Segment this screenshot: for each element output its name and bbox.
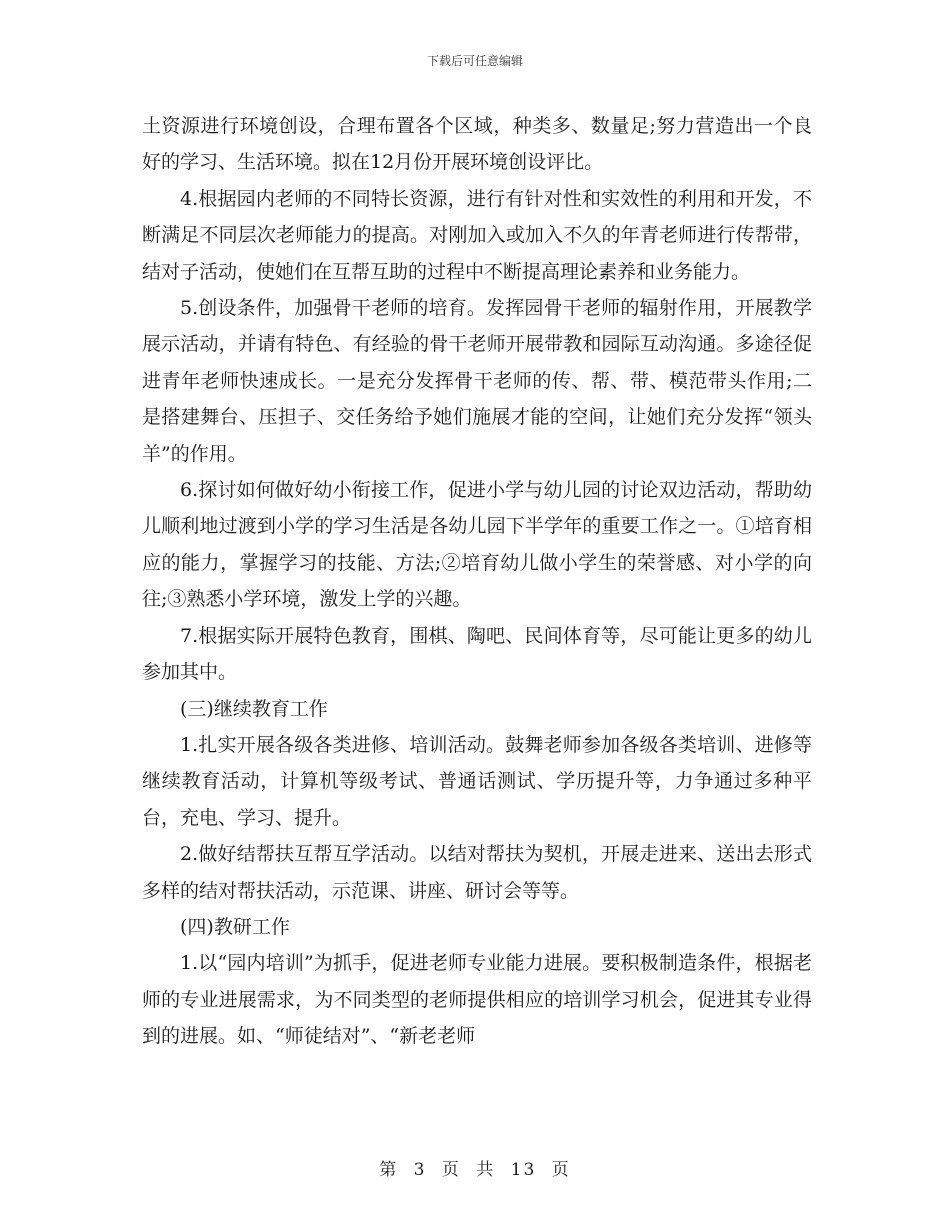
footer-suffix: 页 <box>551 1160 571 1180</box>
paragraph-4: 6.探讨如何做好幼小衔接工作，促进小学与幼儿园的讨论双边活动，帮助幼儿顺利地过渡到小学的学习生活是各幼儿园下半学年的重要工作之一。①培育相应的能力，掌握学习的技能、方法;②培育幼儿做小学生的荣誉感、对小学的向往;③熟悉小学环境，激发上学的兴趣。 <box>142 479 812 611</box>
current-page-number: 3 <box>413 1160 427 1180</box>
document-body <box>142 108 812 1055</box>
total-pages-number: 13 <box>510 1160 537 1180</box>
section-heading-continuing-education: (三)继续教育工作 <box>180 697 328 720</box>
page-header: 下载后可任意编辑 <box>426 54 523 68</box>
footer-middle: 页 <box>441 1160 461 1180</box>
paragraph-2: 4.根据园内老师的不同特长资源，进行有针对性和实效性的利用和开发，不断满足不同层次老师能力的提高。对刚加入或加入不久的年青老师进行传帮带，结对子活动，使她们在互帮互助的过程中不断提高理论素养和业务能力。 <box>142 187 812 283</box>
paragraph-7: 1.扎实开展各级各类进修、培训活动。鼓舞老师参加各级各类培训、进修等继续教育活动，计算机等级考试、普通话测试、学历提升等，力争通过多种平台，充电、学习、提升。 <box>142 733 812 829</box>
page-footer <box>0 1155 950 1180</box>
paragraph-5: 7.根据实际开展特色教育，围棋、陶吧、民间体育等，尽可能让更多的幼儿参加其中。 <box>142 624 812 684</box>
footer-total-label: 共 <box>476 1160 496 1180</box>
footer-prefix: 第 <box>379 1160 399 1180</box>
paragraph-1: 土资源进行环境创设，合理布置各个区域，种类多、数量足;努力营造出一个良好的学习、生活环境。拟在12月份开展环境创设评比。 <box>142 115 812 174</box>
paragraph-3: 5.创设条件，加强骨干老师的培育。发挥园骨干老师的辐射作用，开展教学展示活动，并请有特色、有经验的骨干老师开展带教和园际互动沟通。多途径促进青年老师快速成长。一是充分发挥骨干老师的传、帮、带、模范带头作用;二是搭建舞台、压担子、交任务给予她们施展才能的空间，让她们充分发挥“领头羊”的作用。 <box>142 297 812 465</box>
paragraph-8: 2.做好结帮扶互帮互学活动。以结对帮扶为契机，开展走进来、送出去形式多样的结对帮扶活动，示范课、讲座、研讨会等等。 <box>142 843 812 902</box>
section-heading-teaching-research: (四)教研工作 <box>180 915 290 938</box>
paragraph-10: 1.以“园内培训”为抓手，促进老师专业能力进展。要积极制造条件，根据老师的专业进展需求，为不同类型的老师提供相应的培训学习机会，促进其专业得到的进展。如、“师徒结对”、“新老老师 <box>142 952 812 1048</box>
